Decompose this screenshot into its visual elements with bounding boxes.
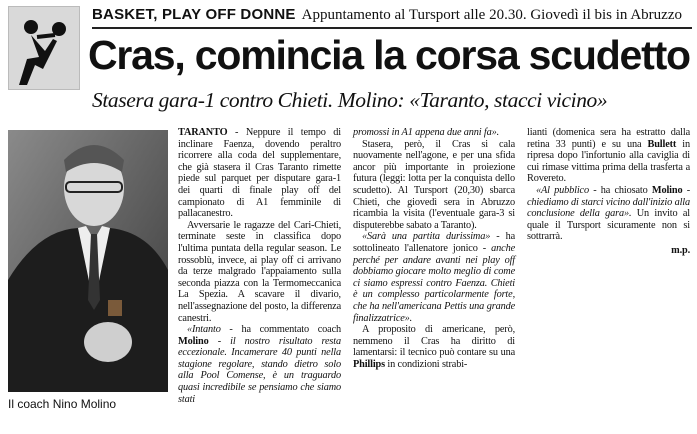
photo-caption: Il coach Nino Molino	[8, 397, 117, 411]
basketball-logo-icon	[8, 6, 80, 90]
paragraph	[178, 324, 341, 405]
quote-text: promossi in A1 appena due anni fa».	[353, 127, 500, 138]
quote-text: anche perché per andare avanti nei play off dobbiamo giocare molto meglio di come ci siamo espressi contro Faenza. Chieti è un complesso particolarmente forte, che ha nell'americana Pettis una grande finalizzatrice».	[353, 242, 515, 324]
paragraph-text: - ha commentato coach	[220, 324, 341, 336]
paragraph-text: - Neppure il tempo di inclinare Faenza, dovendo peraltro ricorrere alla coda del supplementare, che già stasera il Cras Taranto rimette piede sul parquet per disputare gara-1 dei quarti di finale play off del campionato di A1 femminile di pallacanestro.	[178, 127, 341, 220]
section-label: BASKET, PLAY OFF DONNE	[92, 6, 296, 23]
paragraph-text: lianti (domenica sera ha estratto dalla retina 33 punti) e su una	[527, 127, 690, 150]
subheadline: Stasera gara-1 contro Chieti. Molino: «Taranto, stacci vicino»	[92, 88, 608, 112]
quote-text: «Intanto	[187, 324, 221, 336]
quote-text: - il nostro risultato resta eccezionale. Incamerare 40 punti nella stagione regolare, stando dietro solo alla Pool Comense, è un traguardo quasi incredibile se pensiamo che siamo stati	[178, 335, 341, 405]
paragraph-text: -	[682, 184, 691, 196]
paragraph-text: - ha sottolineato l'allenatore jonico -	[353, 231, 515, 254]
paragraph: Avversarie le ragazze del Cari-Chieti, terminate seste in classifica dopo l'ultima puntata della regular season. Le rossoblù, invece, ai play off ci arrivano da terze malgrado l'appaiamento sulla seconda piazza con la Termomeccanica La Spezia. A scavare il divario, nell'assegnazione del posto, la differenza canestri.	[178, 219, 341, 324]
player-name: Bullett	[647, 138, 677, 150]
paragraph	[353, 324, 515, 370]
player-name: Phillips	[353, 358, 385, 370]
quote-text: chiediamo di starci vicino dall'inizio alla conclusione della gara».	[527, 196, 690, 220]
paragraph	[527, 127, 690, 185]
kicker-rule	[92, 27, 692, 29]
coach-photo	[8, 130, 168, 392]
paragraph-text: in ripresa dopo l'infortunio alla caviglia di cui rimase vittima prima della trasferta a Rovereto.	[527, 138, 690, 185]
headline: Cras, comincia la corsa scudetto	[88, 32, 690, 78]
paragraph-text: Un invito al quale il Tursport sicuramente non si sottrarrà.	[527, 208, 690, 243]
article-column-2	[353, 127, 515, 370]
dateline: TARANTO	[178, 127, 228, 138]
paragraph	[353, 231, 515, 324]
quote-text: «Al pubblico	[536, 184, 589, 196]
article-column-1	[178, 127, 341, 405]
quote-text: «Sarà una partita durissima»	[362, 231, 491, 243]
paragraph	[527, 185, 690, 243]
paragraph-text: - ha chiosato	[588, 184, 652, 196]
paragraph	[178, 127, 341, 220]
kicker-subtitle: Appuntamento al Tursport alle 20.30. Giovedì il bis in Abruzzo	[301, 7, 682, 23]
coach-name: Molino	[651, 184, 683, 196]
paragraph-text: A proposito di americane, però, nemmeno il Cras ha diritto di lamentarsi: il tecnico può contare su una	[353, 324, 515, 359]
paragraph: Stasera, però, il Cras si cala nuovamente nell'agone, e per una sfida ancor più importante in proiezione futura (leggi: lotta per la conquista dello scudetto). Al Tursport (20,30) sbarca Chieti, che giovedì sera in Abruzzo ricambia la visita (l'eventuale gara-3 si disputerebbe sabato a Taranto).	[353, 138, 515, 231]
kicker	[92, 4, 692, 26]
author-signature: m.p.	[671, 244, 690, 256]
coach-name: Molino	[178, 335, 209, 347]
article-column-3	[527, 127, 690, 257]
paragraph-text: in condizioni strabi-	[385, 358, 468, 370]
